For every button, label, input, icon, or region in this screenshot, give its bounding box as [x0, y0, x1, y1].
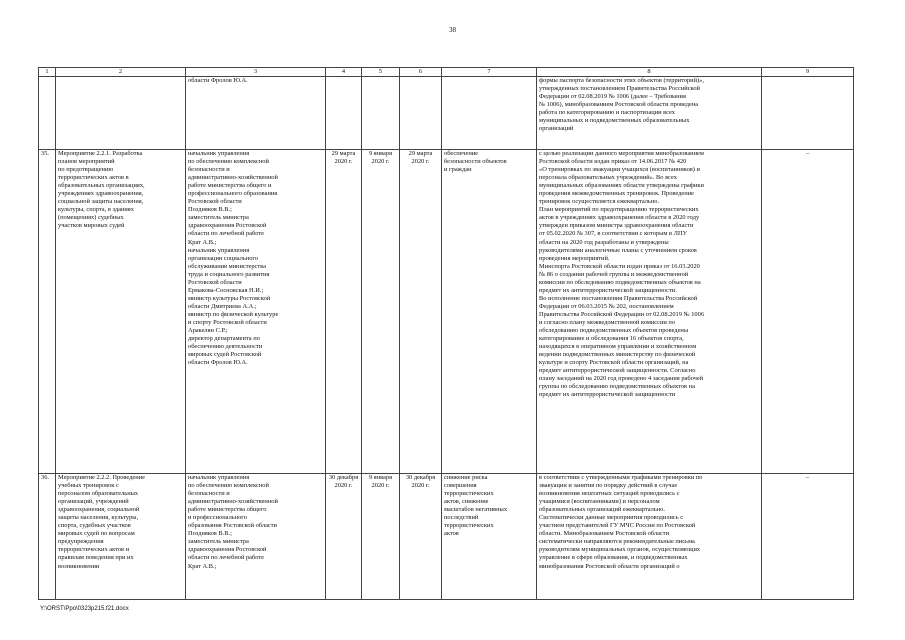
activity-cell [56, 77, 186, 150]
table-row [39, 474, 854, 600]
results-cell: с целью реализации данного мероприятия минобразованием Ростовской области издан приказ от 14.06.2017 № 420 «О тренировках по эвакуации учащихся (воспитанников) и персонала образовательных учреждений». Во всех муниципальных образованиях области утверждены графики проведения межведомственных тренировок. Проведение тренировок осуществляется ежеквартально. План мероприятий по предотвращению террористических актов в учреждениях здравоохранения области в 2020 году утвержден приказом министра здравоохранения области от 05.02.2020 № 307, в соответствии с которым в ЛПУ области на 2020 год разработаны и утверждены руководителями аналогичные планы с уточнением сроков проведения мероприятий. Минспорта Ростовской области издан приказ от 16.03.2020 № 86 о создании рабочей группы и межведомственной комиссии по обследованию подведомственных объектов на предмет их антитеррористической защищенности. Во исполнение постановления Правительства Российской Федерации от 06.03.2015 № 202, постановлением Правительства Российской Федерации от 02.08.2019 № 1006 и согласно плану межведомственной комиссии по обследованию подведомственных объектов проведены категорирование и обследования 16 объектов спорта, находящихся в оперативном управлении и хозяйственном ведении подведомственных министерству по физической культуре и спорту Ростовской области организаций, на предмет антитеррористической защищенности. Согласно плану заседаний на 2020 год проведено 4 заседания рабочей группы по обследованию подведомственных объектов на предмет их антитеррористической защищенности [537, 150, 762, 474]
end-date-cell: 30 декабря 2020 г. [400, 474, 442, 600]
page-number: 38 [449, 26, 456, 34]
column-number: 8 [537, 68, 762, 77]
results-cell: формы паспорта безопасности этих объектов (территорий)», утвержденных постановлением Правительства Российской Федерации от 02.08.2019 № 1006 (далее – Требования № 1006), минобразованием Ростовской области проведена работа по категорированию и паспортизации всех муниципальных и подведомственных образовательных организаций [537, 77, 762, 150]
expected-result-cell: обеспечение безопасности объектов и граждан [442, 150, 537, 474]
responsible-cell: области Фролов Ю.А. [186, 77, 326, 150]
row-number-cell: 35. [39, 150, 56, 474]
planned-date-cell: 30 декабря 2020 г. [326, 474, 362, 600]
end-date-cell: 29 марта 2020 г. [400, 150, 442, 474]
row-number-cell: 36. [39, 474, 56, 600]
start-date-cell: 9 января 2020 г. [362, 150, 400, 474]
column-number: 5 [362, 68, 400, 77]
start-date-cell [362, 77, 400, 150]
responsible-cell: начальник управления по обеспечению комплексной безопасности и административно-хозяйственной работе министерства общего и профессионального образования Ростовской области Поздняков В.В.; заместитель министра здравоохранения Ростовской области по лечебной работе Крат А.В.; [186, 474, 326, 600]
results-cell: в соответствии с утвержденными графиками тренировки по эвакуации и занятия по порядку действий в случае возникновения нештатных ситуаций проводились с учащимися (воспитанниками) и персоналом образовательных организаций ежеквартально. Систематически данные мероприятия проводились с участием представителей ГУ МЧС России по Ростовской области. Минобразованием Ростовской области систематически направляются рекомендательные письма руководителям муниципальных органов, осуществляющих управление в сфере образования, и подведомственных минобразования Ростовской области организаций о [537, 474, 762, 600]
column-number: 1 [39, 68, 56, 77]
column-number: 9 [762, 68, 854, 77]
table-header-row [39, 68, 854, 77]
notes-cell [762, 77, 854, 150]
column-number: 2 [56, 68, 186, 77]
column-number: 4 [326, 68, 362, 77]
notes-cell: – [762, 474, 854, 600]
row-number-cell [39, 77, 56, 150]
table-row [39, 150, 854, 474]
activity-cell: Мероприятие 2.2.1. Разработка планов мероприятий по предотвращению террористических актов в образовательных организациях, учреждениях здравоохранения, социальной защиты населения, культуры, спорта, в зданиях (помещениях) судебных участков мировых судей [56, 150, 186, 474]
report-table [38, 67, 854, 600]
start-date-cell: 9 января 2020 г. [362, 474, 400, 600]
table-row [39, 77, 854, 150]
expected-result-cell: снижение риска совершения террористических актов, снижение масштабов негативных последствий террористических актов [442, 474, 537, 600]
column-number: 7 [442, 68, 537, 77]
expected-result-cell [442, 77, 537, 150]
activity-cell: Мероприятие 2.2.2. Проведение учебных тренировок с персоналом образовательных организаций, учреждений здравоохранения, социальной защиты населения, культуры, спорта, судебных участков мировых судей по вопросам предупреждения террористических актов и правилам поведения при их возникновении [56, 474, 186, 600]
responsible-cell: начальник управления по обеспечению комплексной безопасности и административно-хозяйственной работе министерства общего и профессионального образования Ростовской области Поздняков В.В.; заместитель министра здравоохранения Ростовской области по лечебной работе Крат А.В.; начальник управления организации социального обслуживания министерства труда и социального развития Ростовской области Ермакова-Сосновская Н.И.; министр культуры Ростовской области Дмитриева А.А.; министр по физической культуре и спорту Ростовской области Аракелян С.Р.; директор департамента по обеспечению деятельности мировых судей Ростовской области Фролов Ю.А. [186, 150, 326, 474]
column-number: 6 [400, 68, 442, 77]
planned-date-cell: 29 марта 2020 г. [326, 150, 362, 474]
planned-date-cell [326, 77, 362, 150]
column-number: 3 [186, 68, 326, 77]
end-date-cell [400, 77, 442, 150]
notes-cell: – [762, 150, 854, 474]
file-path-footer: Y:\ORST\Ppo\0323p215.f21.docx [40, 606, 129, 612]
